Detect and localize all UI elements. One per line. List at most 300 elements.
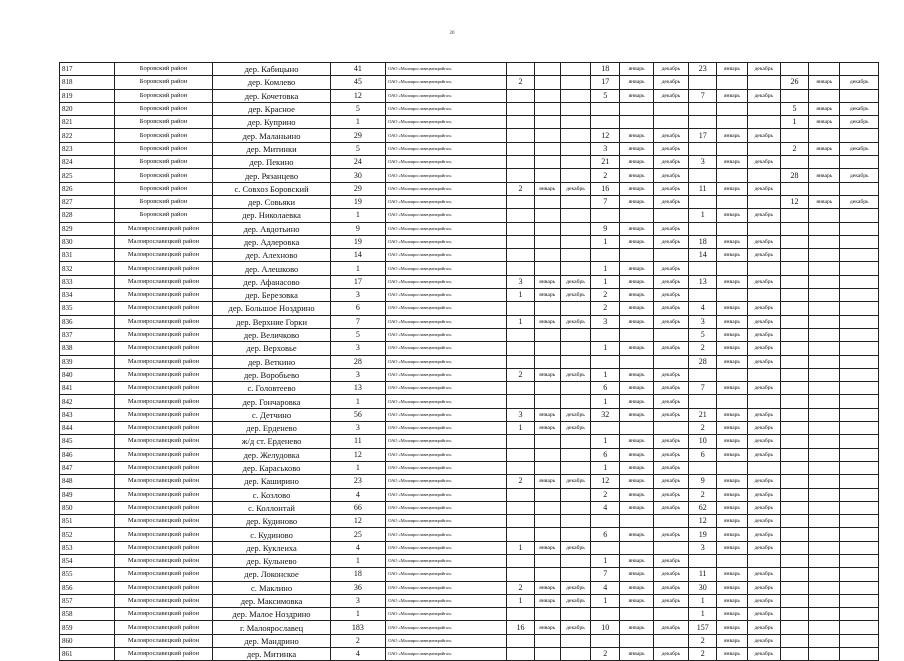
group-a-end-month-cell: декабрь bbox=[560, 475, 590, 488]
table-row bbox=[60, 528, 879, 541]
group-d-count-cell bbox=[780, 501, 808, 514]
group-b-count-cell: 1 bbox=[591, 594, 620, 607]
table-row bbox=[60, 368, 879, 381]
group-d-end-month-cell: декабрь bbox=[840, 76, 879, 89]
row-number-cell: 828 bbox=[60, 209, 115, 222]
locality-cell: дер. Адлеровка bbox=[213, 235, 330, 248]
row-number-cell: 835 bbox=[60, 302, 115, 315]
group-a-count-cell bbox=[507, 554, 534, 567]
group-b-start-month-cell: январь bbox=[620, 169, 653, 182]
row-number-cell: 826 bbox=[60, 182, 115, 195]
group-b-start-month-cell: январь bbox=[620, 395, 653, 408]
locality-cell: дер. Куклеиха bbox=[213, 541, 330, 554]
locality-cell: с. Козлово bbox=[213, 488, 330, 501]
group-c-end-month-cell: декабрь bbox=[747, 249, 780, 262]
group-c-start-month-cell bbox=[717, 102, 747, 115]
table-row bbox=[60, 328, 879, 341]
district-cell: Малоярославецкий район bbox=[114, 408, 213, 421]
count-cell: 19 bbox=[330, 195, 386, 208]
group-c-count-cell: 3 bbox=[689, 156, 717, 169]
group-d-count-cell bbox=[780, 648, 808, 661]
group-d-count-cell bbox=[780, 515, 808, 528]
group-c-count-cell bbox=[689, 554, 717, 567]
count-cell: 19 bbox=[330, 235, 386, 248]
group-a-end-month-cell bbox=[560, 262, 590, 275]
group-c-end-month-cell: декабрь bbox=[747, 408, 780, 421]
count-cell: 9 bbox=[330, 222, 386, 235]
group-c-end-month-cell: декабрь bbox=[747, 315, 780, 328]
group-b-start-month-cell: январь bbox=[620, 461, 653, 474]
count-cell: 41 bbox=[330, 63, 386, 76]
group-a-end-month-cell bbox=[560, 195, 590, 208]
table-row bbox=[60, 634, 879, 647]
group-b-end-month-cell: декабрь bbox=[653, 554, 688, 567]
locality-cell: дер. Афанасово bbox=[213, 275, 330, 288]
count-cell: 4 bbox=[330, 541, 386, 554]
group-a-count-cell bbox=[507, 501, 534, 514]
group-a-count-cell bbox=[507, 568, 534, 581]
row-number-cell: 859 bbox=[60, 621, 115, 634]
table-row bbox=[60, 648, 879, 661]
organization-cell: ОАО «Малоярославецмежрайгаз» bbox=[386, 289, 507, 302]
group-d-start-month-cell bbox=[809, 182, 840, 195]
group-b-start-month-cell bbox=[620, 515, 653, 528]
group-d-start-month-cell bbox=[809, 249, 840, 262]
group-b-start-month-cell: январь bbox=[620, 435, 653, 448]
group-b-end-month-cell: декабрь bbox=[653, 142, 688, 155]
group-a-count-cell bbox=[507, 222, 534, 235]
group-b-count-cell: 17 bbox=[591, 76, 620, 89]
organization-cell: ОАО «Малоярославецмежрайгаз» bbox=[386, 89, 507, 102]
row-number-cell: 824 bbox=[60, 156, 115, 169]
group-b-count-cell bbox=[591, 209, 620, 222]
group-a-start-month-cell: январь bbox=[534, 594, 560, 607]
group-b-end-month-cell: декабрь bbox=[653, 76, 688, 89]
organization-cell: ОАО «Малоярославецмежрайгаз» bbox=[386, 501, 507, 514]
row-number-cell: 845 bbox=[60, 435, 115, 448]
group-c-end-month-cell: декабрь bbox=[747, 355, 780, 368]
district-cell: Боровский район bbox=[114, 169, 213, 182]
group-a-start-month-cell: январь bbox=[534, 275, 560, 288]
group-c-start-month-cell: январь bbox=[717, 475, 747, 488]
group-a-start-month-cell bbox=[534, 209, 560, 222]
group-c-count-cell: 62 bbox=[689, 501, 717, 514]
group-d-count-cell bbox=[780, 448, 808, 461]
group-b-start-month-cell bbox=[620, 608, 653, 621]
group-c-start-month-cell: январь bbox=[717, 541, 747, 554]
locality-cell: дер. Авдотьино bbox=[213, 222, 330, 235]
group-d-end-month-cell bbox=[840, 382, 879, 395]
group-d-start-month-cell bbox=[809, 368, 840, 381]
page-number: 20 bbox=[449, 31, 455, 36]
group-c-start-month-cell: январь bbox=[717, 328, 747, 341]
group-c-start-month-cell: январь bbox=[717, 501, 747, 514]
group-b-start-month-cell: январь bbox=[620, 581, 653, 594]
group-b-start-month-cell bbox=[620, 328, 653, 341]
group-d-count-cell bbox=[780, 621, 808, 634]
locality-cell: дер. Большое Ноздрино bbox=[213, 302, 330, 315]
group-c-count-cell: 157 bbox=[689, 621, 717, 634]
group-a-start-month-cell: январь bbox=[534, 475, 560, 488]
group-a-count-cell: 2 bbox=[507, 368, 534, 381]
group-b-count-cell: 7 bbox=[591, 195, 620, 208]
group-c-end-month-cell bbox=[747, 169, 780, 182]
group-d-count-cell bbox=[780, 541, 808, 554]
group-b-count-cell: 4 bbox=[591, 501, 620, 514]
table-row bbox=[60, 102, 879, 115]
district-cell: Малоярославецкий район bbox=[114, 395, 213, 408]
group-d-start-month-cell bbox=[809, 289, 840, 302]
group-c-start-month-cell: январь bbox=[717, 594, 747, 607]
group-c-start-month-cell bbox=[717, 368, 747, 381]
count-cell: 30 bbox=[330, 169, 386, 182]
district-cell: Малоярославецкий район bbox=[114, 222, 213, 235]
group-a-end-month-cell bbox=[560, 169, 590, 182]
group-a-start-month-cell: январь bbox=[534, 182, 560, 195]
group-c-end-month-cell: декабрь bbox=[747, 156, 780, 169]
district-cell: Малоярославецкий район bbox=[114, 634, 213, 647]
district-cell: Малоярославецкий район bbox=[114, 368, 213, 381]
group-a-start-month-cell bbox=[534, 102, 560, 115]
group-d-start-month-cell bbox=[809, 488, 840, 501]
group-d-end-month-cell bbox=[840, 515, 879, 528]
group-b-count-cell: 1 bbox=[591, 275, 620, 288]
row-number-cell: 831 bbox=[60, 249, 115, 262]
district-cell: Малоярославецкий район bbox=[114, 621, 213, 634]
group-a-end-month-cell: декабрь bbox=[560, 182, 590, 195]
count-cell: 3 bbox=[330, 594, 386, 607]
group-d-start-month-cell bbox=[809, 342, 840, 355]
group-d-count-cell: 1 bbox=[780, 116, 808, 129]
district-cell: Малоярославецкий район bbox=[114, 528, 213, 541]
group-b-count-cell bbox=[591, 102, 620, 115]
group-a-end-month-cell bbox=[560, 488, 590, 501]
count-cell: 66 bbox=[330, 501, 386, 514]
group-c-end-month-cell bbox=[747, 461, 780, 474]
table-row bbox=[60, 315, 879, 328]
group-d-start-month-cell bbox=[809, 262, 840, 275]
organization-cell: ОАО «Малоярославецмежрайгаз» bbox=[386, 302, 507, 315]
group-b-end-month-cell bbox=[653, 116, 688, 129]
group-b-end-month-cell: декабрь bbox=[653, 461, 688, 474]
district-cell: Малоярославецкий район bbox=[114, 515, 213, 528]
group-a-count-cell: 2 bbox=[507, 475, 534, 488]
group-c-start-month-cell: январь bbox=[717, 608, 747, 621]
group-d-end-month-cell bbox=[840, 448, 879, 461]
group-b-end-month-cell bbox=[653, 249, 688, 262]
group-c-end-month-cell bbox=[747, 142, 780, 155]
group-c-end-month-cell: декабрь bbox=[747, 501, 780, 514]
group-b-start-month-cell: январь bbox=[620, 156, 653, 169]
group-a-end-month-cell: декабрь bbox=[560, 315, 590, 328]
locality-cell: дер. Кабицыно bbox=[213, 63, 330, 76]
group-b-count-cell: 16 bbox=[591, 182, 620, 195]
district-cell: Боровский район bbox=[114, 142, 213, 155]
group-c-start-month-cell: январь bbox=[717, 621, 747, 634]
group-a-count-cell bbox=[507, 328, 534, 341]
count-cell: 14 bbox=[330, 249, 386, 262]
group-c-start-month-cell: январь bbox=[717, 408, 747, 421]
group-a-end-month-cell: декабрь bbox=[560, 275, 590, 288]
locality-cell: дер. Воробьево bbox=[213, 368, 330, 381]
group-c-end-month-cell: декабрь bbox=[747, 129, 780, 142]
organization-cell: ОАО «Малоярославецмежрайгаз» bbox=[386, 408, 507, 421]
group-d-count-cell bbox=[780, 249, 808, 262]
table-row bbox=[60, 289, 879, 302]
group-a-end-month-cell bbox=[560, 209, 590, 222]
group-c-start-month-cell: январь bbox=[717, 648, 747, 661]
group-b-start-month-cell bbox=[620, 634, 653, 647]
group-d-count-cell bbox=[780, 328, 808, 341]
group-b-count-cell: 1 bbox=[591, 461, 620, 474]
district-cell: Малоярославецкий район bbox=[114, 554, 213, 567]
count-cell: 1 bbox=[330, 608, 386, 621]
count-cell: 45 bbox=[330, 76, 386, 89]
group-a-count-cell bbox=[507, 129, 534, 142]
group-b-count-cell: 18 bbox=[591, 63, 620, 76]
group-a-count-cell bbox=[507, 448, 534, 461]
district-cell: Малоярославецкий район bbox=[114, 568, 213, 581]
group-c-count-cell bbox=[689, 395, 717, 408]
group-c-count-cell: 7 bbox=[689, 89, 717, 102]
locality-cell: дер. Рязанцево bbox=[213, 169, 330, 182]
group-b-count-cell bbox=[591, 515, 620, 528]
group-b-count-cell: 6 bbox=[591, 528, 620, 541]
district-cell: Малоярославецкий район bbox=[114, 422, 213, 435]
group-b-start-month-cell: январь bbox=[620, 275, 653, 288]
group-c-end-month-cell bbox=[747, 116, 780, 129]
count-cell: 1 bbox=[330, 395, 386, 408]
table-row bbox=[60, 501, 879, 514]
group-b-count-cell: 1 bbox=[591, 395, 620, 408]
group-a-count-cell bbox=[507, 102, 534, 115]
count-cell: 1 bbox=[330, 554, 386, 567]
group-d-end-month-cell bbox=[840, 262, 879, 275]
group-d-start-month-cell bbox=[809, 408, 840, 421]
count-cell: 1 bbox=[330, 209, 386, 222]
group-b-count-cell: 7 bbox=[591, 568, 620, 581]
group-c-end-month-cell: декабрь bbox=[747, 89, 780, 102]
group-d-end-month-cell: декабрь bbox=[840, 142, 879, 155]
group-b-end-month-cell bbox=[653, 634, 688, 647]
count-cell: 6 bbox=[330, 302, 386, 315]
group-b-end-month-cell: декабрь bbox=[653, 169, 688, 182]
group-c-count-cell: 23 bbox=[689, 63, 717, 76]
row-number-cell: 819 bbox=[60, 89, 115, 102]
group-d-end-month-cell bbox=[840, 395, 879, 408]
group-c-count-cell bbox=[689, 368, 717, 381]
count-cell: 13 bbox=[330, 382, 386, 395]
table-row bbox=[60, 116, 879, 129]
group-c-count-cell: 2 bbox=[689, 488, 717, 501]
table-row bbox=[60, 621, 879, 634]
district-cell: Малоярославецкий район bbox=[114, 608, 213, 621]
group-b-start-month-cell bbox=[620, 209, 653, 222]
group-a-end-month-cell bbox=[560, 554, 590, 567]
group-a-end-month-cell bbox=[560, 156, 590, 169]
group-a-end-month-cell bbox=[560, 528, 590, 541]
group-a-count-cell: 3 bbox=[507, 275, 534, 288]
locality-cell: дер. Алешково bbox=[213, 262, 330, 275]
group-c-count-cell bbox=[689, 195, 717, 208]
row-number-cell: 854 bbox=[60, 554, 115, 567]
group-a-count-cell: 2 bbox=[507, 76, 534, 89]
organization-cell: ОАО «Малоярославецмежрайгаз» bbox=[386, 594, 507, 607]
group-d-count-cell bbox=[780, 634, 808, 647]
group-d-count-cell bbox=[780, 461, 808, 474]
group-a-count-cell bbox=[507, 355, 534, 368]
group-a-start-month-cell: январь bbox=[534, 368, 560, 381]
organization-cell: ОАО «Малоярославецмежрайгаз» bbox=[386, 488, 507, 501]
group-a-start-month-cell bbox=[534, 169, 560, 182]
group-b-count-cell bbox=[591, 249, 620, 262]
locality-cell: дер. Мандрино bbox=[213, 634, 330, 647]
group-b-count-cell bbox=[591, 634, 620, 647]
group-c-start-month-cell: январь bbox=[717, 568, 747, 581]
group-d-end-month-cell bbox=[840, 621, 879, 634]
group-b-count-cell: 2 bbox=[591, 302, 620, 315]
organization-cell: ОАО «Малоярославецмежрайгаз» bbox=[386, 209, 507, 222]
group-c-end-month-cell: декабрь bbox=[747, 648, 780, 661]
table-row bbox=[60, 594, 879, 607]
group-b-end-month-cell: декабрь bbox=[653, 156, 688, 169]
group-c-end-month-cell: декабрь bbox=[747, 541, 780, 554]
group-a-count-cell bbox=[507, 342, 534, 355]
group-d-end-month-cell: декабрь bbox=[840, 116, 879, 129]
row-number-cell: 823 bbox=[60, 142, 115, 155]
group-b-end-month-cell bbox=[653, 515, 688, 528]
group-b-end-month-cell: декабрь bbox=[653, 395, 688, 408]
table-row bbox=[60, 554, 879, 567]
locality-cell: дер. Кудиново bbox=[213, 515, 330, 528]
organization-cell: ОАО «Малоярославецмежрайгаз» bbox=[386, 448, 507, 461]
group-d-count-cell: 28 bbox=[780, 169, 808, 182]
group-b-count-cell: 1 bbox=[591, 368, 620, 381]
group-d-start-month-cell bbox=[809, 581, 840, 594]
group-c-end-month-cell: декабрь bbox=[747, 382, 780, 395]
district-cell: Малоярославецкий район bbox=[114, 328, 213, 341]
group-c-end-month-cell: декабрь bbox=[747, 528, 780, 541]
group-d-start-month-cell bbox=[809, 501, 840, 514]
table-row bbox=[60, 142, 879, 155]
group-b-count-cell: 32 bbox=[591, 408, 620, 421]
count-cell: 1 bbox=[330, 461, 386, 474]
group-d-start-month-cell bbox=[809, 621, 840, 634]
group-d-count-cell bbox=[780, 182, 808, 195]
group-c-count-cell: 6 bbox=[689, 448, 717, 461]
group-d-start-month-cell: январь bbox=[809, 116, 840, 129]
organization-cell: ОАО «Малоярославецмежрайгаз» bbox=[386, 116, 507, 129]
count-cell: 29 bbox=[330, 129, 386, 142]
group-c-end-month-cell bbox=[747, 222, 780, 235]
group-b-end-month-cell: декабрь bbox=[653, 475, 688, 488]
group-b-end-month-cell: декабрь bbox=[653, 195, 688, 208]
count-cell: 12 bbox=[330, 89, 386, 102]
group-a-count-cell bbox=[507, 435, 534, 448]
organization-cell: ОАО «Малоярославецмежрайгаз» bbox=[386, 648, 507, 661]
group-b-count-cell: 2 bbox=[591, 289, 620, 302]
group-a-start-month-cell: январь bbox=[534, 621, 560, 634]
count-cell: 29 bbox=[330, 182, 386, 195]
count-cell: 18 bbox=[330, 568, 386, 581]
group-c-end-month-cell: декабрь bbox=[747, 302, 780, 315]
group-a-start-month-cell bbox=[534, 249, 560, 262]
group-d-count-cell bbox=[780, 355, 808, 368]
locality-cell: дер. Куприно bbox=[213, 116, 330, 129]
organization-cell: ОАО «Малоярославецмежрайгаз» bbox=[386, 368, 507, 381]
group-a-start-month-cell bbox=[534, 608, 560, 621]
group-b-end-month-cell: декабрь bbox=[653, 302, 688, 315]
group-b-start-month-cell: январь bbox=[620, 315, 653, 328]
table-row bbox=[60, 422, 879, 435]
group-a-start-month-cell bbox=[534, 262, 560, 275]
group-d-end-month-cell bbox=[840, 355, 879, 368]
group-c-count-cell: 11 bbox=[689, 182, 717, 195]
group-c-count-cell: 1 bbox=[689, 594, 717, 607]
group-c-end-month-cell: декабрь bbox=[747, 621, 780, 634]
group-b-end-month-cell: декабрь bbox=[653, 408, 688, 421]
organization-cell: ОАО «Малоярославецмежрайгаз» bbox=[386, 435, 507, 448]
group-c-start-month-cell: январь bbox=[717, 129, 747, 142]
group-d-count-cell bbox=[780, 289, 808, 302]
group-d-count-cell bbox=[780, 528, 808, 541]
group-a-start-month-cell bbox=[534, 302, 560, 315]
group-d-end-month-cell bbox=[840, 222, 879, 235]
locality-cell: дер. Маланьино bbox=[213, 129, 330, 142]
group-b-end-month-cell bbox=[653, 102, 688, 115]
group-c-end-month-cell bbox=[747, 289, 780, 302]
group-c-end-month-cell: декабрь bbox=[747, 209, 780, 222]
table-row bbox=[60, 488, 879, 501]
count-cell: 4 bbox=[330, 488, 386, 501]
group-c-end-month-cell: декабрь bbox=[747, 63, 780, 76]
group-d-end-month-cell bbox=[840, 568, 879, 581]
group-a-end-month-cell: декабрь bbox=[560, 368, 590, 381]
group-a-end-month-cell bbox=[560, 634, 590, 647]
group-a-count-cell bbox=[507, 528, 534, 541]
organization-cell: ОАО «Малоярославецмежрайгаз» bbox=[386, 395, 507, 408]
organization-cell: ОАО «Малоярославецмежрайгаз» bbox=[386, 382, 507, 395]
group-c-count-cell: 2 bbox=[689, 342, 717, 355]
group-b-start-month-cell: январь bbox=[620, 382, 653, 395]
table-row bbox=[60, 262, 879, 275]
group-a-count-cell bbox=[507, 156, 534, 169]
group-b-end-month-cell: декабрь bbox=[653, 435, 688, 448]
group-d-count-cell bbox=[780, 275, 808, 288]
locality-cell: с. Детчино bbox=[213, 408, 330, 421]
group-d-end-month-cell bbox=[840, 235, 879, 248]
group-a-start-month-cell: январь bbox=[534, 315, 560, 328]
group-b-start-month-cell: январь bbox=[620, 262, 653, 275]
group-a-start-month-cell bbox=[534, 235, 560, 248]
group-b-start-month-cell bbox=[620, 422, 653, 435]
group-a-count-cell bbox=[507, 648, 534, 661]
count-cell: 28 bbox=[330, 355, 386, 368]
ledger-body bbox=[60, 63, 879, 661]
row-number-cell: 825 bbox=[60, 169, 115, 182]
group-d-start-month-cell bbox=[809, 528, 840, 541]
organization-cell: ОАО «Малоярославецмежрайгаз» bbox=[386, 422, 507, 435]
group-b-count-cell bbox=[591, 422, 620, 435]
group-c-start-month-cell bbox=[717, 169, 747, 182]
group-c-end-month-cell: декабрь bbox=[747, 182, 780, 195]
table-row bbox=[60, 448, 879, 461]
group-b-end-month-cell bbox=[653, 541, 688, 554]
group-a-start-month-cell bbox=[534, 76, 560, 89]
group-d-end-month-cell bbox=[840, 461, 879, 474]
group-b-count-cell bbox=[591, 541, 620, 554]
group-d-end-month-cell bbox=[840, 342, 879, 355]
